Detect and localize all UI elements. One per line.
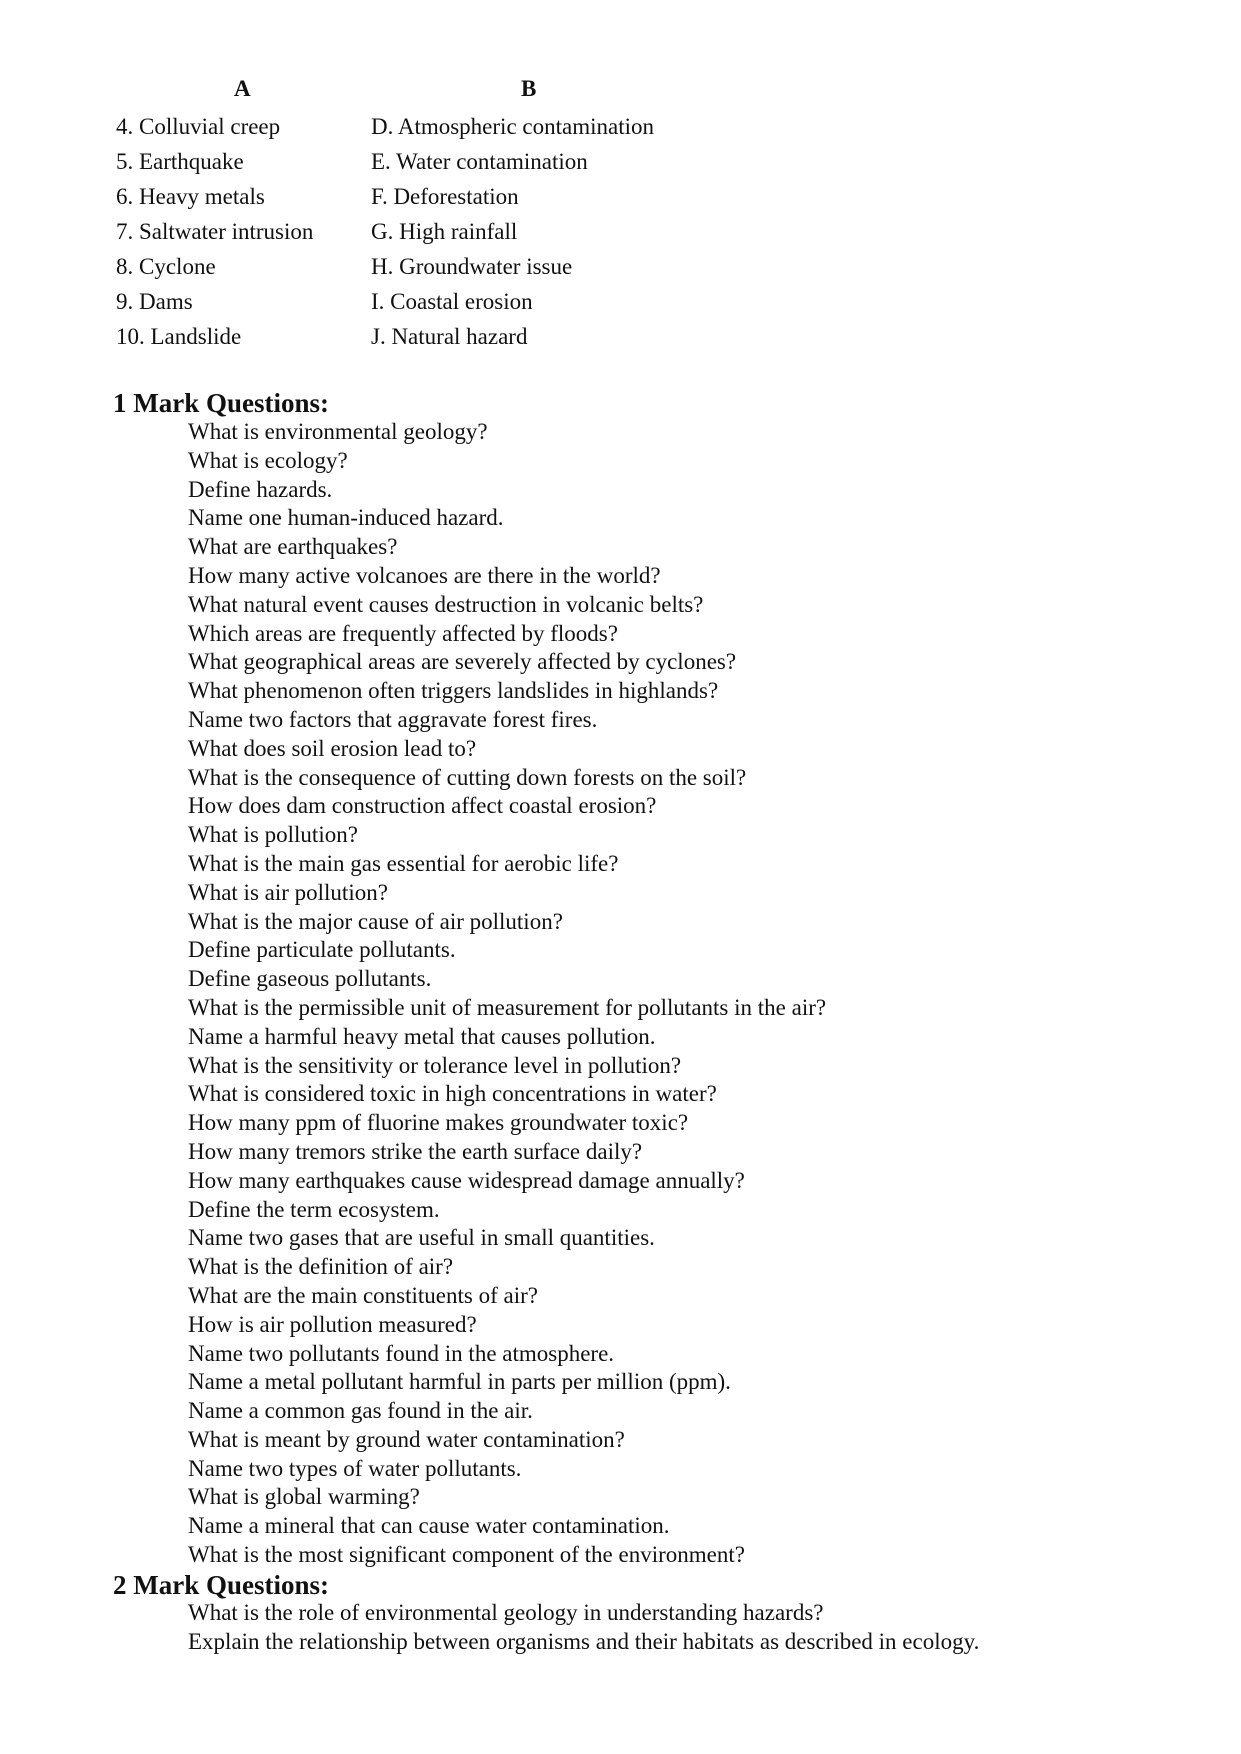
question-text: What is the consequence of cutting down forests on the soil?: [188, 764, 747, 790]
question-text: What is the role of environmental geology in understanding hazards?: [188, 1600, 824, 1625]
question-text: How many tremors strike the earth surface daily?: [188, 1138, 643, 1164]
column-b-item: H. Groundwater issue: [371, 254, 573, 279]
column-b-item: I. Coastal erosion: [371, 289, 533, 314]
question-text: How is air pollution measured?: [188, 1311, 477, 1337]
question-text: Name two types of water pollutants.: [188, 1455, 522, 1481]
question-text: What is air pollution?: [188, 879, 388, 905]
question-text: How many ppm of fluorine makes groundwater toxic?: [188, 1110, 689, 1136]
column-a-item: 4. Colluvial creep: [116, 114, 281, 139]
column-b-item: G. High rainfall: [371, 219, 518, 244]
column-b-item: F. Deforestation: [371, 184, 519, 209]
question-text: What phenomenon often triggers landslides in highlands?: [188, 678, 719, 704]
question-text: What natural event causes destruction in volcanic belts?: [188, 591, 704, 617]
column-b-item: D. Atmospheric contamination: [371, 114, 654, 139]
question-text: What geographical areas are severely affected by cyclones?: [188, 649, 737, 675]
question-text: Name two pollutants found in the atmosphere.: [188, 1340, 615, 1366]
column-a-header: A: [234, 76, 251, 101]
column-b-item: J. Natural hazard: [371, 324, 528, 349]
two-mark-section-title: 2 Mark Questions:: [113, 1570, 329, 1600]
question-text: What is ecology?: [188, 447, 348, 473]
column-a-item: 6. Heavy metals: [116, 184, 265, 209]
question-text: What is the main gas essential for aerobic life?: [188, 850, 619, 876]
question-text: Define particulate pollutants.: [188, 937, 456, 963]
question-text: Define hazards.: [188, 476, 333, 502]
question-text: What is the sensitivity or tolerance level in pollution?: [188, 1052, 682, 1078]
question-text: Name a metal pollutant harmful in parts per million (ppm).: [188, 1369, 731, 1395]
question-text: What is the definition of air?: [188, 1254, 454, 1280]
question-text: Define gaseous pollutants.: [188, 966, 432, 992]
column-b-item: E. Water contamination: [371, 149, 588, 174]
question-text: How many active volcanoes are there in the world?: [188, 562, 661, 588]
question-text: How many earthquakes cause widespread damage annually?: [188, 1167, 745, 1193]
column-a-item: 5. Earthquake: [116, 149, 244, 174]
column-a-item: 7. Saltwater intrusion: [116, 219, 314, 244]
question-text: What is the permissible unit of measurement for pollutants in the air?: [188, 994, 827, 1020]
column-a-item: 9. Dams: [116, 289, 193, 314]
question-text: What are the main constituents of air?: [188, 1282, 538, 1308]
question-text: What is considered toxic in high concentrations in water?: [188, 1081, 717, 1107]
question-text: Explain the relationship between organisms and their habitats as described in ecology.: [188, 1628, 980, 1654]
question-text: Name a mineral that can cause water contamination.: [188, 1513, 670, 1539]
question-text: Name two factors that aggravate forest fires.: [188, 706, 598, 732]
question-text: What is pollution?: [188, 822, 358, 848]
question-text: What is the major cause of air pollution?: [188, 908, 563, 934]
column-a-item: 10. Landslide: [116, 324, 242, 349]
one-mark-section-title: 1 Mark Questions:: [113, 388, 329, 418]
question-text: What are earthquakes?: [188, 534, 398, 560]
question-text: What does soil erosion lead to?: [188, 735, 477, 761]
question-text: What is environmental geology?: [188, 419, 488, 444]
question-text: What is the most significant component of the environment?: [188, 1542, 745, 1568]
column-b-header: B: [521, 76, 537, 101]
question-text: Name two gases that are useful in small quantities.: [188, 1225, 655, 1251]
question-text: Which areas are frequently affected by floods?: [188, 620, 618, 646]
question-text: What is meant by ground water contamination?: [188, 1426, 625, 1452]
question-text: Define the term ecosystem.: [188, 1196, 440, 1222]
question-text: How does dam construction affect coastal erosion?: [188, 793, 657, 819]
question-text: What is global warming?: [188, 1484, 420, 1510]
question-text: Name a harmful heavy metal that causes pollution.: [188, 1023, 656, 1049]
question-text: Name a common gas found in the air.: [188, 1398, 533, 1424]
question-text: Name one human-induced hazard.: [188, 505, 504, 531]
column-a-item: 8. Cyclone: [116, 254, 216, 279]
